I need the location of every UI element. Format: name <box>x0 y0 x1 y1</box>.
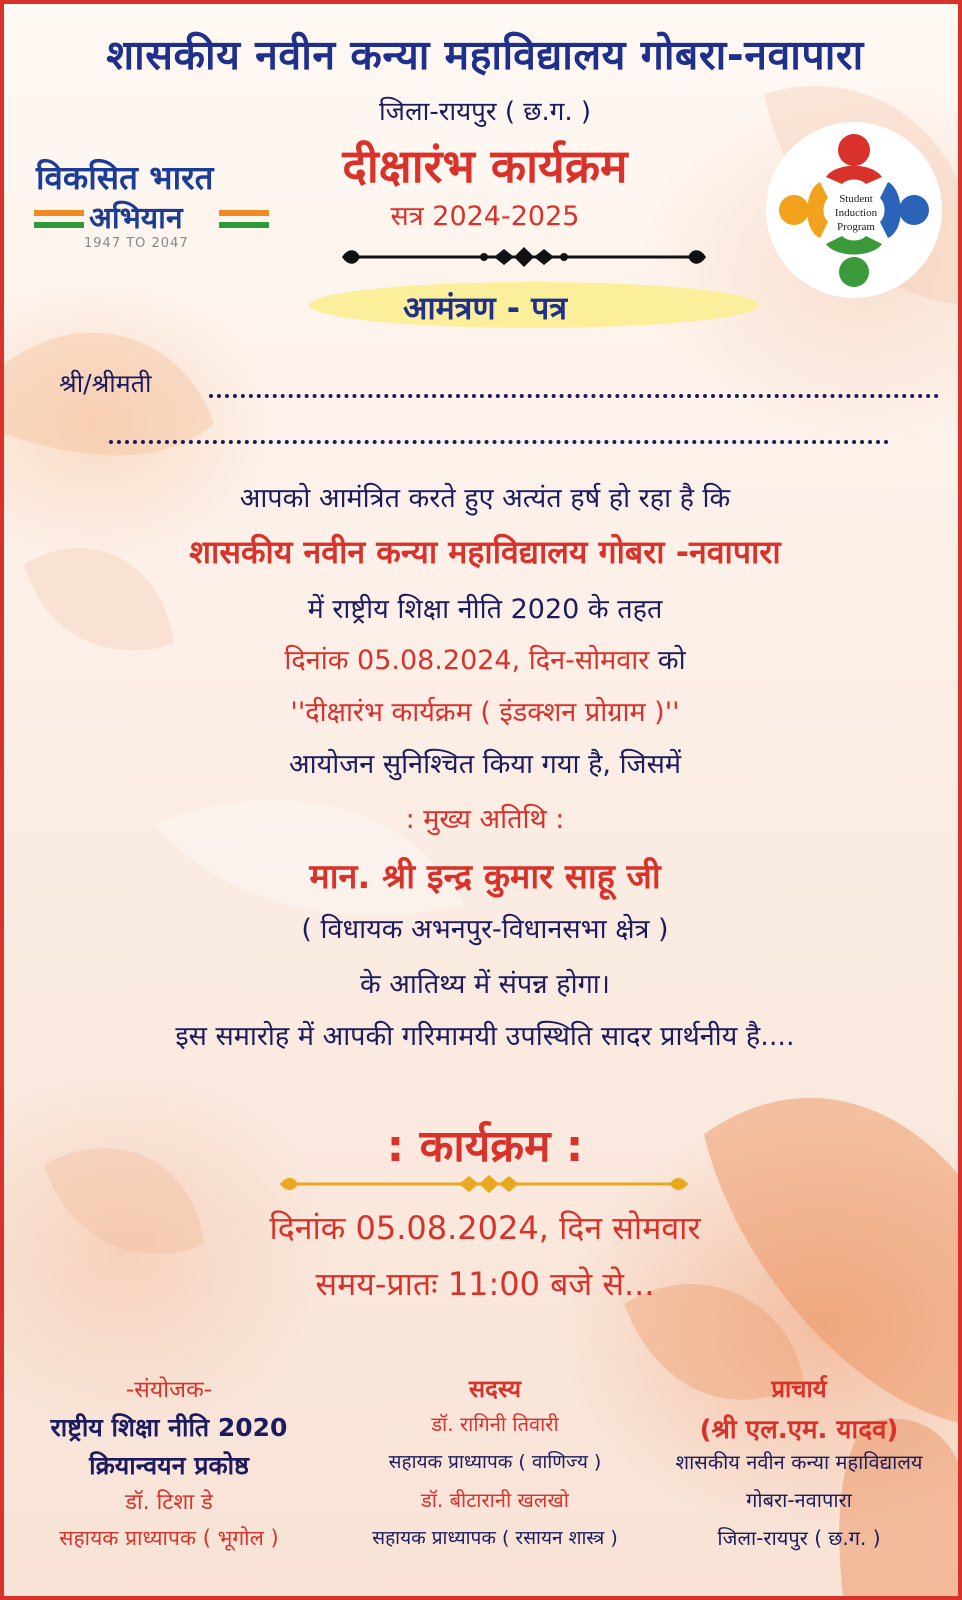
principal-place: गोबरा-नवापारा <box>746 1488 852 1512</box>
convener-designation: सहायक प्राध्यापक ( भूगोल ) <box>59 1526 279 1550</box>
invite-date-suffix: को <box>649 645 686 676</box>
sip-logo-text: Student Induction Program <box>834 193 878 233</box>
invite-intro: आपको आमंत्रित करते हुए अत्यंत हर्ष हो रहा है कि <box>239 483 731 514</box>
invite-date: दिनांक 05.08.2024, दिन-सोमवार <box>284 645 650 676</box>
member1-designation: सहायक प्राध्यापक ( वाणिज्य ) <box>388 1451 602 1473</box>
member1-name: डॉ. रागिनी तिवारी <box>431 1412 559 1436</box>
program-time: समय-प्रातः 11:00 बजे से... <box>315 1265 655 1303</box>
student-induction-program-logo <box>766 122 942 298</box>
request-line: इस समारोह में आपकी गरिमामयी उपस्थिति सादर प्रार्थनीय है.... <box>175 1021 795 1052</box>
principal-block <box>634 1372 962 1562</box>
principal-district: जिला-रायपुर ( छ.ग. ) <box>717 1526 881 1550</box>
convener-cell-line2: क्रियान्वयन प्रकोष्ठ <box>89 1451 249 1480</box>
chief-guest-title: ( विधायक अभनपुर-विधानसभा क्षेत्र ) <box>301 914 669 945</box>
gold-ornament-icon <box>274 1172 694 1196</box>
invite-program-name: ''दीक्षारंभ कार्यक्रम ( इंडक्शन प्रोग्राम )'' <box>290 697 680 728</box>
program-schedule-title: : कार्यक्रम : <box>386 1121 584 1172</box>
viksit-logo-line2: अभियान <box>89 201 183 236</box>
principal-role: प्राचार्य <box>771 1375 827 1403</box>
members-block <box>334 1372 656 1562</box>
hospitality-line: के आतिथ्य में संपन्न होगा। <box>359 969 610 1000</box>
salutation-row <box>59 366 939 406</box>
convener-cell-line1: राष्ट्रीय शिक्षा नीति 2020 <box>50 1413 288 1442</box>
viksit-bharat-logo <box>34 154 274 254</box>
viksit-years: 1947 TO 2047 <box>84 236 189 251</box>
member2-name: डॉ. बीटारानी खलखो <box>421 1488 569 1512</box>
invite-policy-line: में राष्ट्रीय शिक्षा नीति 2020 के तहत <box>307 594 663 625</box>
invite-college-name: शासकीय नवीन कन्या महाविद्यालय गोबरा -नवापारा <box>189 533 781 571</box>
name-fill-line-2 <box>109 440 889 444</box>
invite-organized-line: आयोजन सुनिश्चित किया गया है, जिसमें <box>289 749 681 780</box>
chief-guest-heading: : मुख्य अतिथि : <box>405 804 565 835</box>
ornament-divider-icon <box>334 242 714 272</box>
name-fill-line <box>209 394 939 398</box>
district-label: जिला-रायपुर ( छ.ग. ) <box>378 97 592 127</box>
member2-designation: सहायक प्राध्यापक ( रसायन शास्त्र ) <box>372 1527 618 1549</box>
viksit-logo-line1: विकसित भारत <box>36 158 214 197</box>
salutation-label: श्री/श्रीमती <box>59 369 152 398</box>
session-label: सत्र 2024-2025 <box>390 201 580 232</box>
invite-date-line <box>4 640 962 677</box>
invitation-label: आमंत्रण - पत्र <box>402 289 568 327</box>
members-role: सदस्य <box>468 1375 522 1403</box>
program-title: दीक्षारंभ कार्यक्रम <box>342 139 628 193</box>
program-date: दिनांक 05.08.2024, दिन सोमवार <box>269 1209 701 1247</box>
convener-name: डॉ. टिशा डे <box>125 1490 213 1515</box>
convener-block <box>4 1372 334 1562</box>
principal-institution: शासकीय नवीन कन्या महाविद्यालय <box>675 1450 923 1474</box>
principal-name: (श्री एल.एम. यादव) <box>699 1415 899 1445</box>
convener-role: -संयोजक- <box>125 1377 213 1403</box>
college-name: शासकीय नवीन कन्या महाविद्यालय गोबरा-नवापारा <box>106 31 864 79</box>
chief-guest-name: मान. श्री इन्द्र कुमार साहू जी <box>309 857 661 897</box>
